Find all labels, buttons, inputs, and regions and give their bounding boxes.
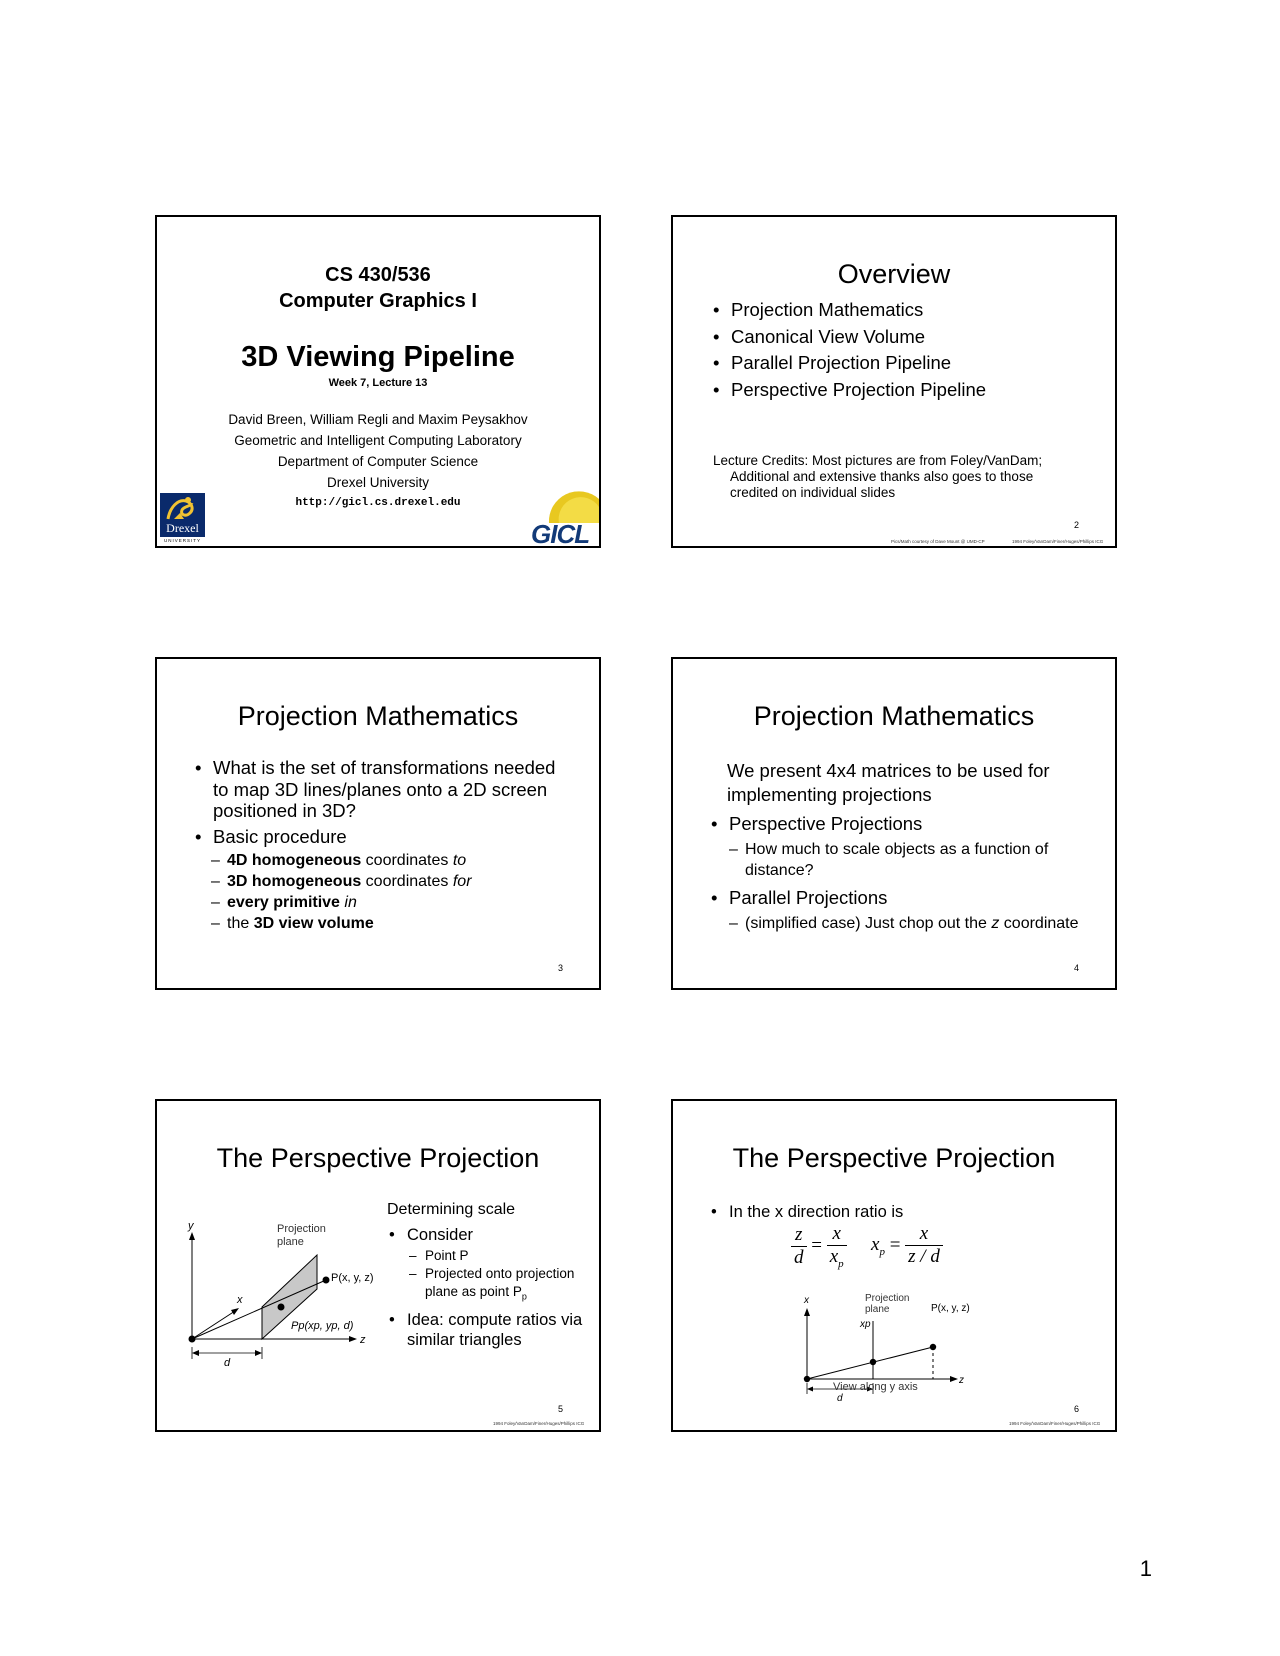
list-item-label: Perspective Projections bbox=[729, 813, 923, 834]
footer-credit: Pics/Math courtesy of Dave Mount @ UMD-CP bbox=[891, 539, 985, 544]
course-name: Computer Graphics I bbox=[279, 290, 477, 312]
slide-number: 3 bbox=[557, 963, 563, 973]
section-heading: Determining scale bbox=[387, 1201, 516, 1218]
axis-label-x: x bbox=[237, 1294, 243, 1306]
list-item bbox=[709, 811, 1094, 881]
xp-label: xp bbox=[860, 1319, 871, 1330]
list-item: • Projection Mathematics bbox=[711, 297, 1091, 324]
lecture-credits bbox=[713, 453, 1042, 501]
lecture-title: 3D Viewing Pipeline bbox=[241, 341, 515, 373]
slide-title: Projection Mathematics bbox=[753, 701, 1035, 731]
slide-title: Projection Mathematics bbox=[237, 701, 519, 731]
sub-list bbox=[409, 1247, 587, 1306]
slide-projection-math-1 bbox=[155, 657, 601, 990]
point-pp-label: Pp(xp, yp, d) bbox=[291, 1320, 354, 1332]
bullet-list bbox=[709, 1201, 1089, 1223]
sub-item: – (simplified case) Just chop out the z coordinate bbox=[729, 913, 1094, 934]
sub-item: – every primitive in bbox=[211, 892, 573, 913]
perspective-figure bbox=[177, 1219, 387, 1369]
list-item: • Parallel Projection Pipeline bbox=[711, 350, 1091, 377]
plane-label: plane bbox=[865, 1304, 890, 1315]
page-number: 1 bbox=[1139, 1556, 1152, 1581]
list-item: • In the x direction ratio is bbox=[709, 1201, 1089, 1223]
slide-number: 2 bbox=[1073, 520, 1079, 530]
list-item-label: Basic procedure bbox=[213, 825, 347, 847]
footer-credit: 1994 Foley/VanDam/Finer/Huges/Phillips ICG bbox=[493, 1421, 585, 1426]
slide-number: 5 bbox=[557, 1404, 563, 1414]
sub-item: – Projected onto projection plane as point $P_p$ bbox=[409, 1265, 587, 1306]
slide-projection-math-2 bbox=[671, 657, 1117, 990]
list-item-label: Consider bbox=[407, 1226, 474, 1244]
axis-label-z: z bbox=[360, 1334, 366, 1346]
axis-label-x: x bbox=[804, 1295, 809, 1306]
footer-credit: 1994 Foley/VanDam/Finer/Huges/Phillips ICG bbox=[1012, 539, 1104, 544]
point-p-label: P(x, y, z) bbox=[931, 1303, 970, 1314]
point-p-label: P(x, y, z) bbox=[331, 1272, 374, 1284]
plane-label: plane bbox=[277, 1236, 304, 1248]
course-code: CS 430/536 bbox=[325, 264, 431, 286]
sub-list bbox=[729, 839, 1094, 881]
list-item bbox=[387, 1225, 587, 1306]
authors: David Breen, William Regli and Maxim Peysakhov bbox=[228, 412, 528, 427]
university: Drexel University bbox=[326, 475, 430, 490]
list-item: • What is the set of transformations needed to map 3D lines/planes onto a 2D screen positioned in 3D? bbox=[193, 757, 573, 822]
distance-label-d: d bbox=[224, 1357, 231, 1369]
sub-item: – Point P bbox=[409, 1247, 587, 1265]
slide-title bbox=[155, 215, 601, 548]
slide-title: The Perspective Projection bbox=[216, 1143, 540, 1173]
plane-label: Projection bbox=[277, 1223, 326, 1235]
lecture-week: Week 7, Lecture 13 bbox=[328, 377, 428, 389]
slide-number: 4 bbox=[1073, 963, 1079, 973]
sub-list bbox=[729, 913, 1094, 934]
ratio-equation: $\frac{z}{d}$ = $\frac{x}{x_p}$ bbox=[791, 1223, 847, 1270]
sub-item: – the 3D view volume bbox=[211, 913, 573, 934]
sub-list bbox=[211, 850, 573, 934]
slide-title: The Perspective Projection bbox=[732, 1143, 1056, 1173]
sub-item: – 4D homogeneous coordinates to bbox=[211, 850, 573, 871]
bullet-list bbox=[387, 1225, 587, 1350]
distance-label-d: d bbox=[837, 1393, 843, 1404]
axis-label-z: z bbox=[959, 1375, 964, 1386]
list-item bbox=[193, 826, 573, 934]
dragon-icon bbox=[160, 493, 205, 523]
lab-name: Geometric and Intelligent Computing Laboratory bbox=[234, 433, 522, 448]
sub-item: – 3D homogeneous coordinates for bbox=[211, 871, 573, 892]
slide-number: 6 bbox=[1073, 1404, 1079, 1414]
list-item: • Canonical View Volume bbox=[711, 324, 1091, 351]
overview-list bbox=[711, 297, 1091, 403]
gicl-wordmark: GICL bbox=[531, 519, 590, 548]
footer-credit: 1994 Foley/VanDam/Finer/Huges/Phillips ICG bbox=[1009, 1421, 1101, 1426]
slide-perspective-2 bbox=[671, 1099, 1117, 1432]
bullet-list bbox=[709, 811, 1094, 938]
lab-url: http://gicl.cs.drexel.edu bbox=[295, 497, 461, 509]
sub-item: – How much to scale objects as a function of distance? bbox=[729, 839, 1094, 881]
bullet-list bbox=[193, 757, 573, 938]
credits-line: Additional and extensive thanks also goes to those bbox=[730, 469, 1034, 484]
plane-label: Projection bbox=[865, 1293, 910, 1304]
axis-label-y: y bbox=[188, 1220, 194, 1232]
credits-line: credited on individual slides bbox=[730, 485, 896, 500]
drexel-logo bbox=[160, 493, 205, 545]
list-item-label: Parallel Projections bbox=[729, 887, 888, 908]
figure-caption: View along y axis bbox=[833, 1381, 918, 1393]
list-item bbox=[709, 885, 1094, 934]
gicl-logo bbox=[529, 489, 601, 548]
slide-perspective-1 bbox=[155, 1099, 601, 1432]
list-item: • Idea: compute ratios via similar triangles bbox=[387, 1310, 587, 1350]
department: Department of Computer Science bbox=[277, 454, 479, 469]
slide-overview bbox=[671, 215, 1117, 548]
credits-line: Lecture Credits: Most pictures are from Foley/VanDam; bbox=[713, 453, 1043, 468]
slide-title: Overview bbox=[837, 259, 951, 289]
intro-text: We present 4x4 matrices to be used for implementing projections bbox=[727, 760, 1050, 805]
drexel-sub: UNIVERSITY bbox=[163, 538, 201, 543]
list-item: • Perspective Projection Pipeline bbox=[711, 377, 1091, 404]
drexel-wordmark: Drexel bbox=[166, 521, 199, 535]
xp-equation: $x_p$ = $\frac{x}{z / d}$ bbox=[871, 1223, 943, 1268]
